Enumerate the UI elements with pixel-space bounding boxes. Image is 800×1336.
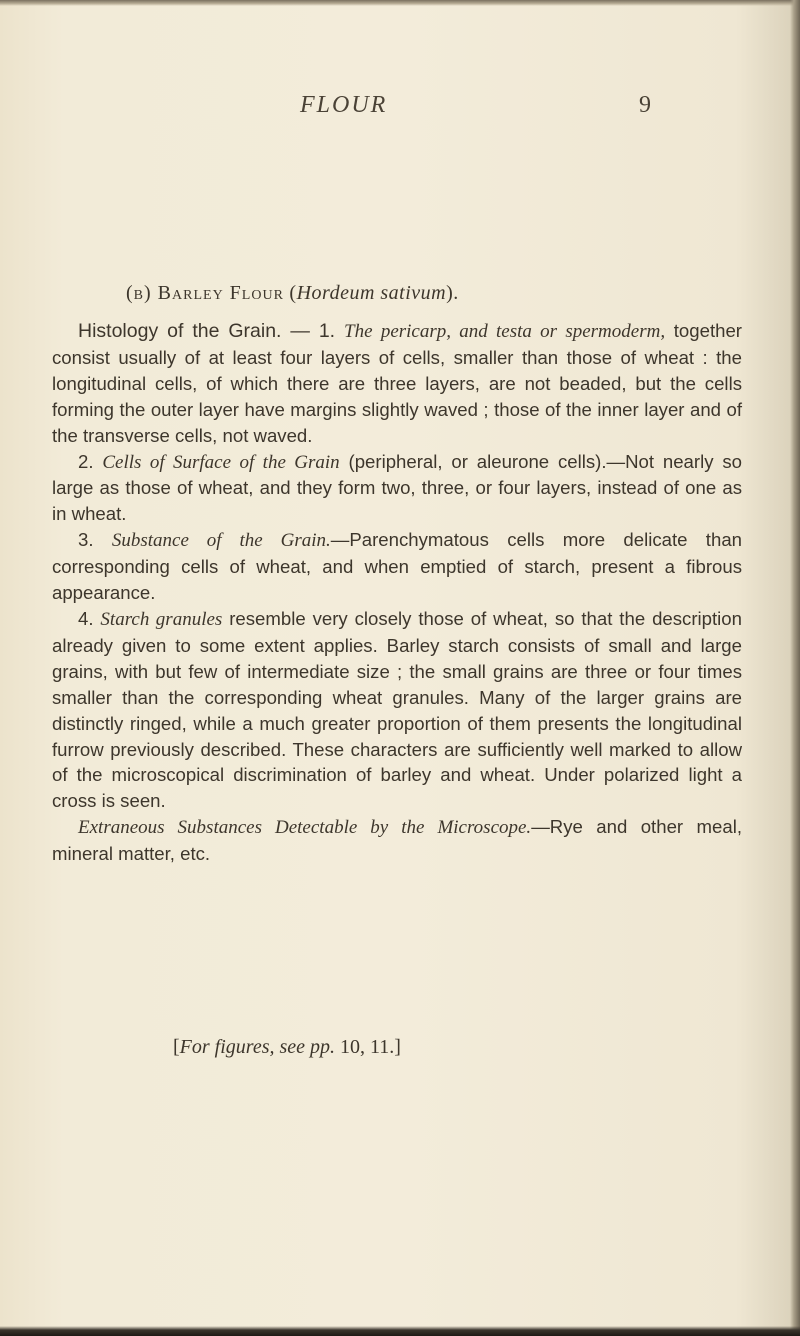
paragraph-text: (peripheral, or aleurone cells).—Not nearly so large as those of wheat, and they form two, three, or four layers, instead of one as in wheat. bbox=[52, 450, 742, 525]
paragraph-extraneous bbox=[52, 814, 742, 867]
section-prefix: (b) bbox=[126, 282, 158, 304]
figures-note-open: [ bbox=[173, 1036, 180, 1058]
paragraph-starch-granules bbox=[52, 606, 742, 814]
figures-note-text: 10, 11.] bbox=[335, 1036, 401, 1058]
page-bottom-edge bbox=[0, 1326, 800, 1336]
page-number: 9 bbox=[639, 92, 651, 118]
italic-term: Extraneous Substances Detectable by the Microscope. bbox=[78, 817, 532, 839]
figures-note bbox=[173, 1036, 401, 1059]
italic-term: Substance of the Grain. bbox=[111, 530, 331, 552]
italic-term: Cells of Surface of the Grain bbox=[102, 451, 340, 473]
figures-note-italic: For figures, see pp. bbox=[179, 1036, 336, 1058]
paragraph-substance bbox=[52, 527, 742, 606]
paragraph-lead: Histology of the Grain. — 1. bbox=[78, 320, 345, 342]
paragraph-pericarp bbox=[52, 318, 742, 449]
paragraph-number: 2. bbox=[78, 450, 103, 472]
section-latin-close: ). bbox=[446, 282, 459, 304]
section-latin-open: ( bbox=[283, 282, 297, 304]
paragraph-number: 4. bbox=[78, 607, 101, 629]
paragraph-number: 3. bbox=[78, 529, 112, 551]
paragraph-text: together consist usually of at least four layers of cells, smaller than those of wheat : the longitudinal cells, of which there are three layers, are not beaded, but the cells forming the outer layer have margins slightly waved ; those of the inner layer and of the transverse cells, not waved. bbox=[52, 320, 742, 446]
paragraph-text: resemble very closely those of wheat, so that the description already given to some extent applies. Barley starch consists of small and large grains, with but few of intermediate size ; the small grains are three or four times smaller than the corresponding wheat granules. Many of the larger grains are distinctly ringed, while a much greater proportion of them presents the longitudinal furrow previously described. These characters are sufficiently well marked to allow of the microscopical discrimination of barley and wheat. Under polarized light a cross is seen. bbox=[52, 607, 742, 812]
page-top-edge bbox=[0, 0, 800, 6]
paragraph-surface-cells bbox=[52, 449, 742, 528]
running-head-title: FLOUR bbox=[300, 92, 388, 118]
paragraph-text: —Rye and other meal, mineral matter, etc. bbox=[52, 816, 742, 865]
italic-term: The pericarp, and testa or spermoderm, bbox=[344, 321, 666, 342]
italic-term: Starch granules bbox=[100, 608, 223, 630]
section-heading bbox=[126, 282, 459, 305]
section-title: Barley Flour bbox=[157, 282, 284, 304]
body-text bbox=[52, 318, 742, 867]
section-latin-name: Hordeum sativum bbox=[296, 282, 447, 304]
page-right-edge bbox=[790, 0, 800, 1336]
paragraph-text: —Parenchymatous cells more delicate than corresponding cells of wheat, and when emptied of starch, present a fibrous appearance. bbox=[52, 529, 742, 604]
